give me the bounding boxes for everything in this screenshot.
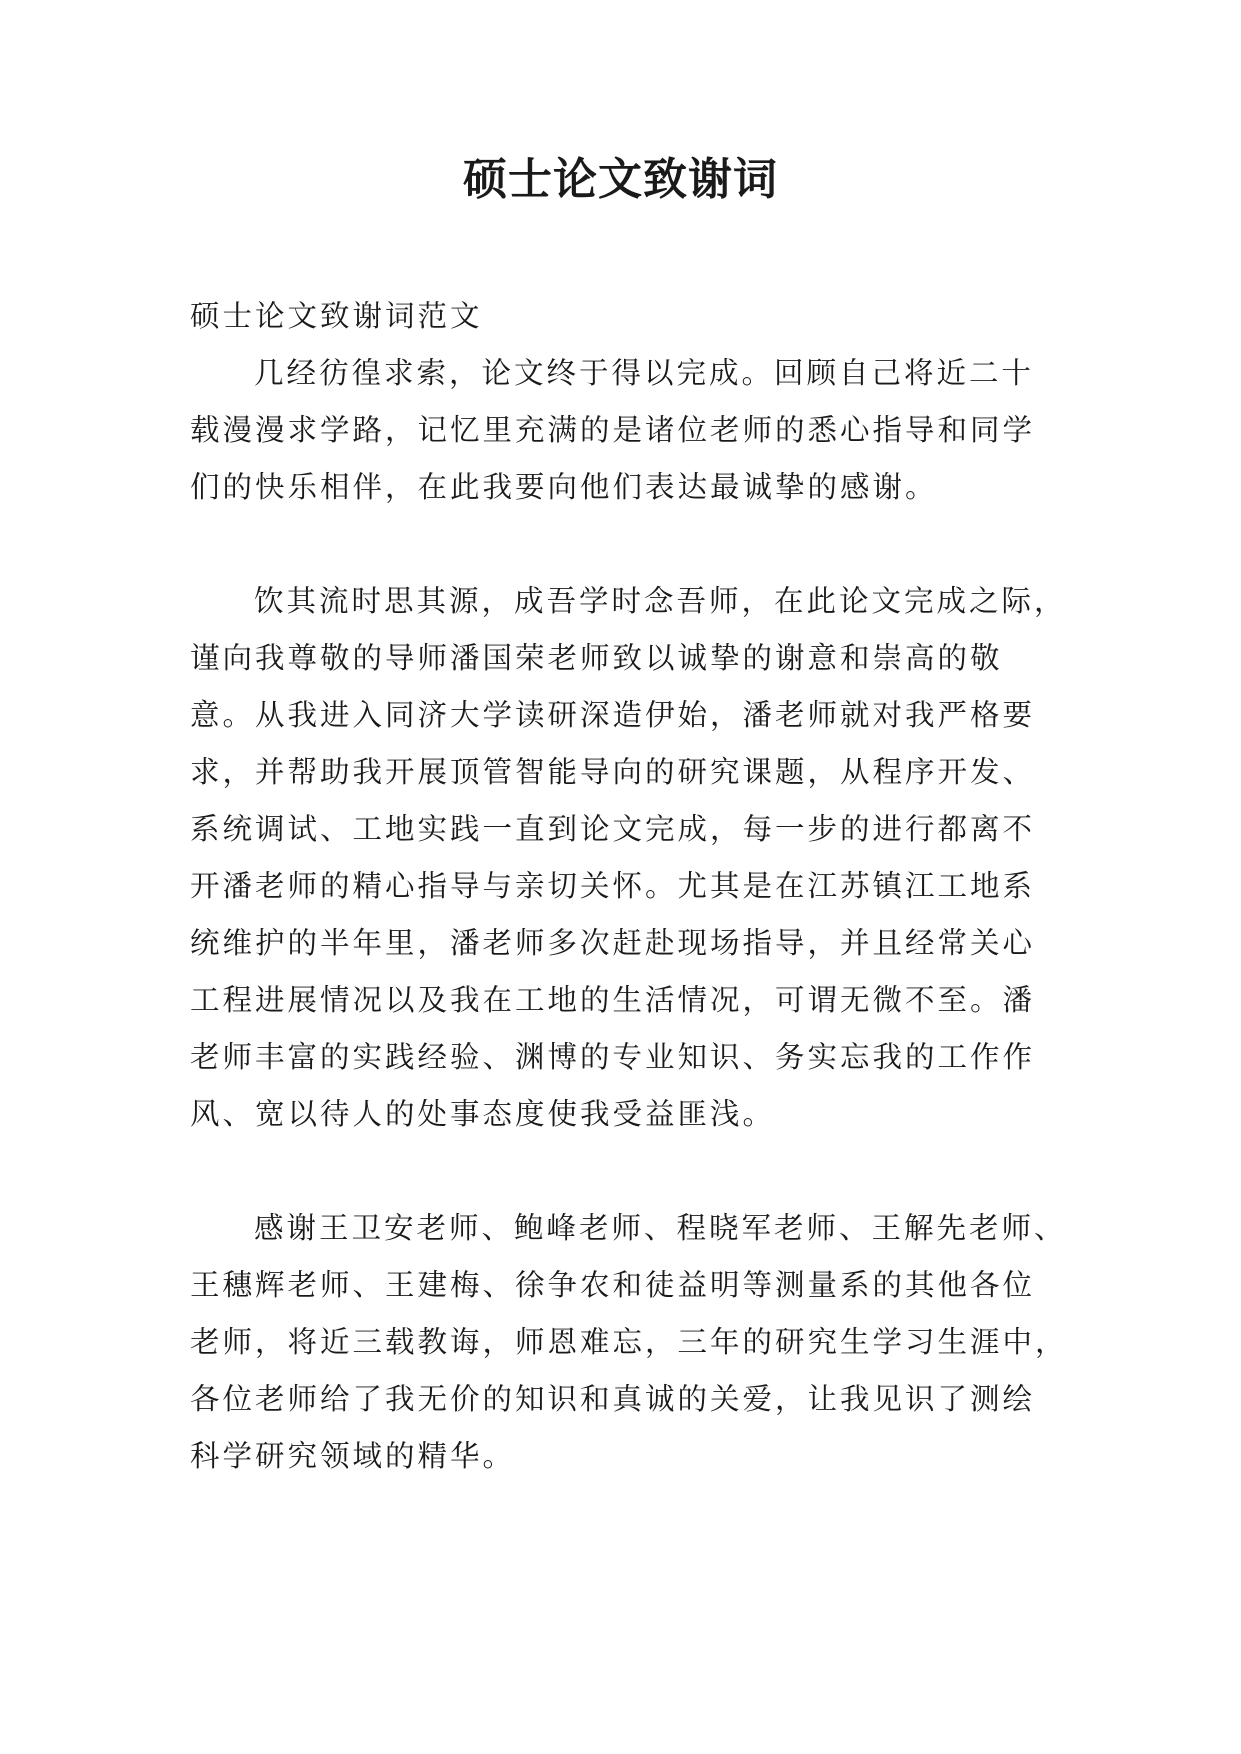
paragraph-line: 科学研究领域的精华。 — [190, 1439, 516, 1473]
paragraph-line: 老师丰富的实践经验、渊博的专业知识、务实忘我的工作作 — [190, 1040, 1036, 1074]
paragraph-line: 开潘老师的精心指导与亲切关怀。尤其是在江苏镇江工地系 — [190, 869, 1036, 903]
paragraph-2 — [190, 573, 1067, 1143]
paragraph-spacer — [190, 1143, 1060, 1200]
paragraph-line: 统维护的半年里，潘老师多次赶赴现场指导，并且经常关心 — [190, 926, 1036, 960]
paragraph-line: 饮其流时思其源，成吾学时念吾师，在此论文完成之际， — [254, 584, 1067, 618]
paragraph-line: 风、宽以待人的处事态度使我受益匪浅。 — [190, 1097, 776, 1131]
paragraph-line: 各位老师给了我无价的知识和真诚的关爱，让我见识了测绘 — [190, 1382, 1036, 1416]
document-title: 硕士论文致谢词 — [463, 154, 778, 205]
paragraph-line: 载漫漫求学路，记忆里充满的是诸位老师的悉心指导和同学 — [190, 413, 1036, 447]
paragraph-line: 王穗辉老师、王建梅、徐争农和徒益明等测量系的其他各位 — [190, 1268, 1036, 1302]
paragraph-line: 们的快乐相伴，在此我要向他们表达最诚挚的感谢。 — [190, 470, 938, 504]
paragraph-1 — [190, 345, 1060, 516]
paragraph-line: 系统调试、工地实践一直到论文完成，每一步的进行都离不 — [190, 812, 1036, 846]
paragraph-line: 谨向我尊敬的导师潘国荣老师致以诚挚的谢意和崇高的敬 — [190, 641, 1003, 675]
document-body — [190, 288, 1068, 1485]
paragraph-line: 几经彷徨求索，论文终于得以完成。回顾自己将近二十 — [254, 356, 1035, 390]
document-subtitle: 硕士论文致谢词范文 — [190, 299, 483, 333]
paragraph-line: 求，并帮助我开展顶管智能导向的研究课题，从程序开发、 — [190, 755, 1036, 789]
paragraph-3 — [190, 1200, 1068, 1485]
paragraph-spacer — [190, 516, 1060, 573]
paragraph-line: 工程进展情况以及我在工地的生活情况，可谓无微不至。潘 — [190, 983, 1036, 1017]
paragraph-line: 老师，将近三载教诲，师恩难忘，三年的研究生学习生涯中， — [190, 1325, 1068, 1359]
paragraph-line: 感谢王卫安老师、鲍峰老师、程晓军老师、王解先老师、 — [254, 1211, 1067, 1245]
paragraph-line: 意。从我进入同济大学读研深造伊始，潘老师就对我严格要 — [190, 698, 1036, 732]
